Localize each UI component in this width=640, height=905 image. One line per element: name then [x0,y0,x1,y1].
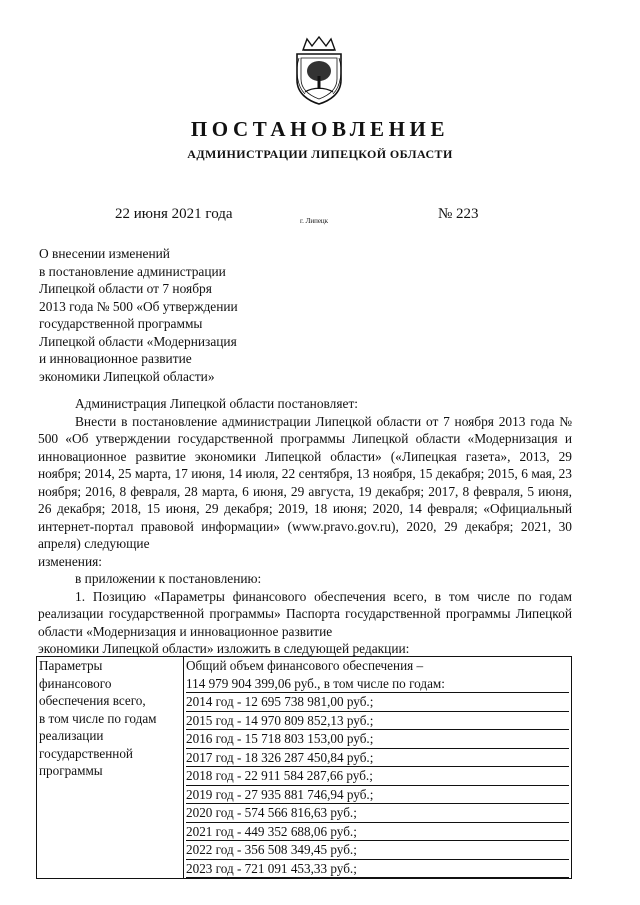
intro-paragraph: Администрация Липецкой области постановляет: [75,396,359,411]
subject-line: в постановление администрации [39,263,226,279]
subject-line: и инновационное развитие [39,351,192,366]
cell-line: Общий объем финансового обеспечения – [186,658,424,673]
document-body [38,395,572,658]
subject-line: 2013 года № 500 «Об утверждении [39,298,238,314]
cell-line: 114 979 904 399,06 руб., в том числе по годам: [186,675,569,694]
financing-table [36,656,572,879]
cell-line: программы [39,763,103,778]
year-amount-line: 2018 год - 22 911 584 287,66 руб.; [186,767,569,786]
table-row [37,657,572,879]
document-number: № 223 [438,206,479,222]
amendment-paragraph: Внести в постановление администрации Липецкой области от 7 ноября 2013 года № 500 «Об утверждении государственной программы Липецкой области «Модернизация и инновационное развитие экономики Липецкой области» («Липецкая газета», 2013, 29 ноября; 2014, 25 марта, 17 июня, 14 июля, 22 сентября, 13 ноября, 15 декабря; 2015, 6 мая, 23 ноября; 2016, 8 февраля, 28 марта, 6 июня, 29 августа, 19 декабря; 2017, 8 февраля, 5 июня, 26 декабря; 2018, 15 июня, 29 декабря; 2019, 18 июня; 2020, 14 февраля; «Официальный интернет-портал правовой информации» (www.pravo.gov.ru), 2020, 29 декабря; 2021, 30 апреля) следующие [38,413,572,551]
parameter-label-cell [37,657,184,879]
subject-line: экономики Липецкой области» [39,368,215,384]
year-amount-line: 2016 год - 15 718 803 153,00 руб.; [186,730,569,749]
cell-line: Параметры [39,658,103,673]
subject-line: государственной программы [39,316,203,331]
subject-line: Липецкой области от 7 ноября [39,281,212,296]
document-date: 22 июня 2021 года [115,206,233,222]
amendment-paragraph-end: изменения: [38,553,103,569]
document-title: ПОСТАНОВЛЕНИЕ [190,117,450,141]
cell-line: в том числе по годам [39,710,157,726]
document-subject [39,245,299,385]
document-city: г. Липецк [300,217,329,225]
cell-line: обеспечения всего, [39,693,146,708]
subject-line: Липецкой области «Модернизация [39,333,237,349]
year-amount-line: 2019 год - 27 935 881 746,94 руб.; [186,786,569,805]
year-amount-line: 2020 год - 574 566 816,63 руб.; [186,804,569,823]
cell-line: государственной [39,745,133,761]
year-amount-line: 2017 год - 18 326 287 450,84 руб.; [186,749,569,768]
cell-line: финансового [39,675,112,691]
year-amount-line: 2015 год - 14 970 809 852,13 руб.; [186,712,569,731]
cell-line: реализации [39,728,104,743]
year-amount-line: 2014 год - 12 695 738 981,00 руб.; [186,693,569,712]
item-1-paragraph-end: экономики Липецкой области» изложить в следующей редакции: [38,641,410,656]
financing-values-cell [184,657,572,879]
issuing-authority: АДМИНИСТРАЦИИ ЛИПЕЦКОЙ ОБЛАСТИ [187,147,453,161]
item-1-paragraph: 1. Позицию «Параметры финансового обеспечения всего, в том числе по годам реализации государственной программы» Паспорта государственной программы Липецкой области «Модернизация и инновационное развитие [38,588,572,639]
coat-of-arms-emblem [293,36,345,106]
year-amount-line: 2023 год - 721 091 453,33 руб.; [186,860,569,879]
year-amount-line: 2022 год - 356 508 349,45 руб.; [186,841,569,860]
subject-line: О внесении изменений [39,246,170,261]
appendix-paragraph: в приложении к постановлению: [75,571,262,586]
year-amount-line: 2021 год - 449 352 688,06 руб.; [186,823,569,842]
